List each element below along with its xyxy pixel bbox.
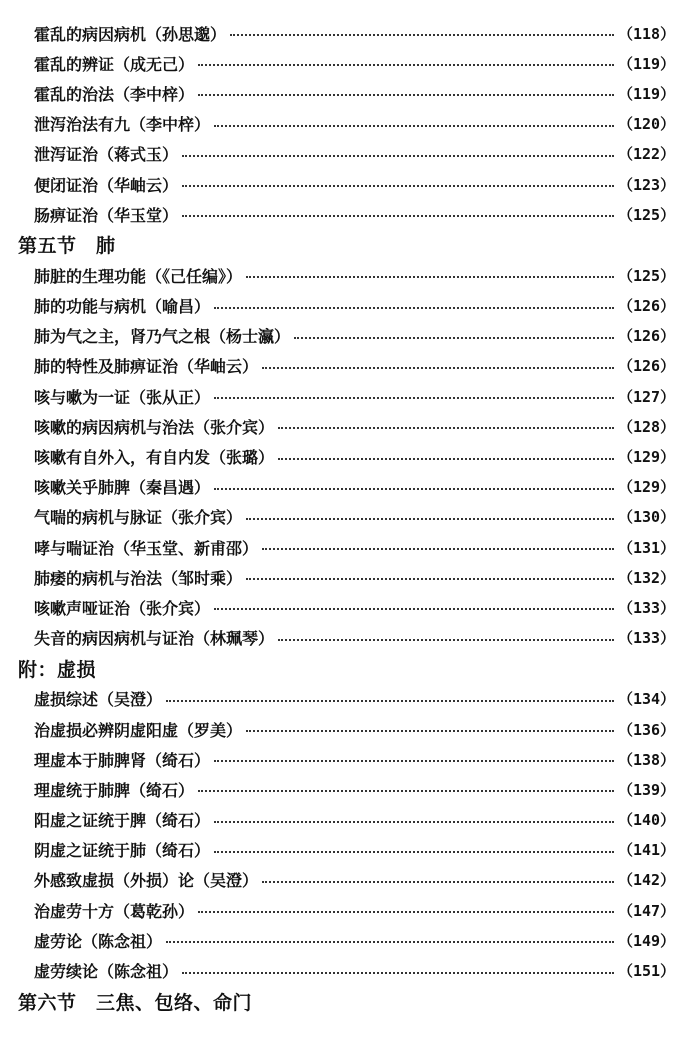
toc-section-heading [0, 653, 700, 684]
toc-entry-page-number: （119） [618, 54, 676, 73]
toc-entry-page-number: （126） [618, 297, 676, 316]
dot-leader [246, 578, 614, 580]
dot-leader [198, 911, 614, 913]
toc-entry-title: 咳嗽声哑证治（张介宾） [34, 598, 211, 618]
toc-entry[interactable] [0, 805, 700, 835]
toc-entry-page-number: （147） [618, 901, 676, 920]
toc-entry[interactable] [0, 865, 700, 895]
toc-entry-title: 肺为气之主，肾乃气之根（杨士瀛） [34, 327, 291, 347]
dot-leader [166, 941, 614, 943]
dot-leader [182, 185, 614, 187]
toc-entry[interactable] [0, 472, 700, 502]
toc-entry[interactable] [0, 714, 700, 744]
toc-entry[interactable] [0, 351, 700, 381]
toc-entry-page-number: （139） [618, 780, 676, 799]
dot-leader [182, 972, 614, 974]
dot-leader [262, 367, 614, 369]
toc-entry[interactable] [0, 925, 700, 955]
toc-entry-page-number: （119） [618, 84, 676, 103]
toc-entry-title: 肺的功能与病机（喻昌） [34, 297, 211, 317]
toc-entry-page-number: （142） [618, 871, 676, 890]
toc-entry-page-number: （130） [618, 508, 676, 527]
toc-entry[interactable] [0, 199, 700, 229]
toc-entry-page-number: （133） [618, 629, 676, 648]
toc-entry[interactable] [0, 139, 700, 169]
dot-leader [246, 518, 614, 520]
dot-leader [262, 548, 614, 550]
toc-entry-page-number: （118） [618, 24, 676, 43]
toc-entry[interactable] [0, 48, 700, 78]
toc-list [0, 18, 700, 1017]
toc-entry-page-number: （128） [618, 417, 676, 436]
toc-entry-title: 肺的特性及肺痹证治（华岫云） [34, 357, 259, 377]
toc-entry-page-number: （141） [618, 841, 676, 860]
toc-entry[interactable] [0, 532, 700, 562]
toc-entry[interactable] [0, 18, 700, 48]
toc-entry-page-number: （126） [618, 357, 676, 376]
toc-entry[interactable] [0, 321, 700, 351]
toc-entry-title: 泄泻证治（蒋式玉） [34, 145, 179, 165]
toc-entry[interactable] [0, 502, 700, 532]
dot-leader [278, 639, 614, 641]
section-title: 第五节 肺 [18, 235, 116, 258]
toc-entry-page-number: （149） [618, 931, 676, 950]
dot-leader [214, 760, 614, 762]
toc-entry-title: 理虚统于肺脾（绮石） [34, 780, 195, 800]
toc-entry[interactable] [0, 835, 700, 865]
dot-leader [198, 94, 614, 96]
toc-entry-title: 咳嗽的病因病机与治法（张介宾） [34, 417, 275, 437]
dot-leader [214, 125, 614, 127]
toc-entry[interactable] [0, 260, 700, 290]
toc-entry-page-number: （136） [618, 720, 676, 739]
toc-entry[interactable] [0, 592, 700, 622]
dot-leader [294, 337, 614, 339]
dot-leader [166, 700, 614, 702]
section-title: 第六节 三焦、包络、命门 [18, 991, 253, 1014]
toc-entry-title: 阳虚之证统于脾（绮石） [34, 811, 211, 831]
toc-entry-title: 肺脏的生理功能（《己任编》） [34, 266, 243, 286]
toc-entry[interactable] [0, 169, 700, 199]
dot-leader [182, 155, 614, 157]
dot-leader [246, 276, 614, 278]
toc-entry[interactable] [0, 895, 700, 925]
toc-entry-title: 肺痿的病机与治法（邹时乘） [34, 568, 243, 588]
toc-entry-title: 肠痹证治（华玉堂） [34, 205, 179, 225]
dot-leader [198, 64, 614, 66]
toc-entry-page-number: （138） [618, 750, 676, 769]
toc-entry-title: 外感致虚损（外损）论（吴澄） [34, 871, 259, 891]
toc-entry-page-number: （127） [618, 387, 676, 406]
dot-leader [278, 427, 614, 429]
dot-leader [182, 215, 614, 217]
toc-entry-page-number: （126） [618, 327, 676, 346]
toc-entry-page-number: （133） [618, 598, 676, 617]
toc-entry-title: 治虚劳十方（葛乾孙） [34, 901, 195, 921]
toc-entry[interactable] [0, 291, 700, 321]
toc-entry-title: 霍乱的病因病机（孙思邈） [34, 24, 227, 44]
toc-entry[interactable] [0, 684, 700, 714]
dot-leader [230, 34, 614, 36]
toc-entry-title: 霍乱的辨证（成无己） [34, 54, 195, 74]
dot-leader [214, 608, 614, 610]
toc-entry-page-number: （134） [618, 690, 676, 709]
toc-entry[interactable] [0, 774, 700, 804]
toc-entry-title: 哮与喘证治（华玉堂、新甫邵） [34, 538, 259, 558]
toc-entry-title: 治虚损必辨阴虚阳虚（罗美） [34, 720, 243, 740]
toc-entry-page-number: （123） [618, 175, 676, 194]
toc-entry-title: 咳嗽有自外入，有自内发（张璐） [34, 448, 275, 468]
toc-section-heading [0, 229, 700, 260]
dot-leader [278, 458, 614, 460]
section-title: 附：虚损 [18, 658, 97, 681]
toc-entry-title: 咳嗽关乎肺脾（秦昌遇） [34, 478, 211, 498]
dot-leader [198, 790, 614, 792]
toc-entry[interactable] [0, 955, 700, 985]
toc-entry-title: 霍乱的治法（李中梓） [34, 84, 195, 104]
toc-entry-title: 理虚本于肺脾肾（绮石） [34, 750, 211, 770]
toc-entry-page-number: （132） [618, 568, 676, 587]
toc-entry-title: 咳与嗽为一证（张从正） [34, 387, 211, 407]
dot-leader [262, 881, 614, 883]
dot-leader [214, 488, 614, 490]
toc-entry[interactable] [0, 78, 700, 108]
toc-entry-title: 气喘的病机与脉证（张介宾） [34, 508, 243, 528]
toc-entry-page-number: （120） [618, 115, 676, 134]
dot-leader [246, 730, 614, 732]
toc-entry-page-number: （125） [618, 266, 676, 285]
toc-entry[interactable] [0, 109, 700, 139]
toc-entry-title: 泄泻治法有九（李中梓） [34, 115, 211, 135]
dot-leader [214, 397, 614, 399]
dot-leader [214, 851, 614, 853]
toc-entry-page-number: （125） [618, 205, 676, 224]
toc-entry[interactable] [0, 562, 700, 592]
dot-leader [214, 821, 614, 823]
toc-entry-page-number: （122） [618, 145, 676, 164]
toc-entry[interactable] [0, 381, 700, 411]
toc-entry-title: 虚劳续论（陈念祖） [34, 962, 179, 982]
dot-leader [214, 307, 614, 309]
toc-entry[interactable] [0, 411, 700, 441]
toc-entry-page-number: （131） [618, 538, 676, 557]
toc-entry[interactable] [0, 744, 700, 774]
toc-entry-page-number: （140） [618, 811, 676, 830]
toc-entry-page-number: （151） [618, 962, 676, 981]
toc-entry-title: 失音的病因病机与证治（林珮琴） [34, 629, 275, 649]
toc-entry-title: 便闭证治（华岫云） [34, 175, 179, 195]
toc-entry[interactable] [0, 623, 700, 653]
toc-entry-page-number: （129） [618, 448, 676, 467]
toc-entry[interactable] [0, 441, 700, 471]
toc-entry-page-number: （129） [618, 478, 676, 497]
toc-entry-title: 虚损综述（吴澄） [34, 690, 163, 710]
toc-entry-title: 阴虚之证统于肺（绮石） [34, 841, 211, 861]
toc-entry-title: 虚劳论（陈念祖） [34, 931, 163, 951]
toc-section-heading [0, 986, 700, 1017]
